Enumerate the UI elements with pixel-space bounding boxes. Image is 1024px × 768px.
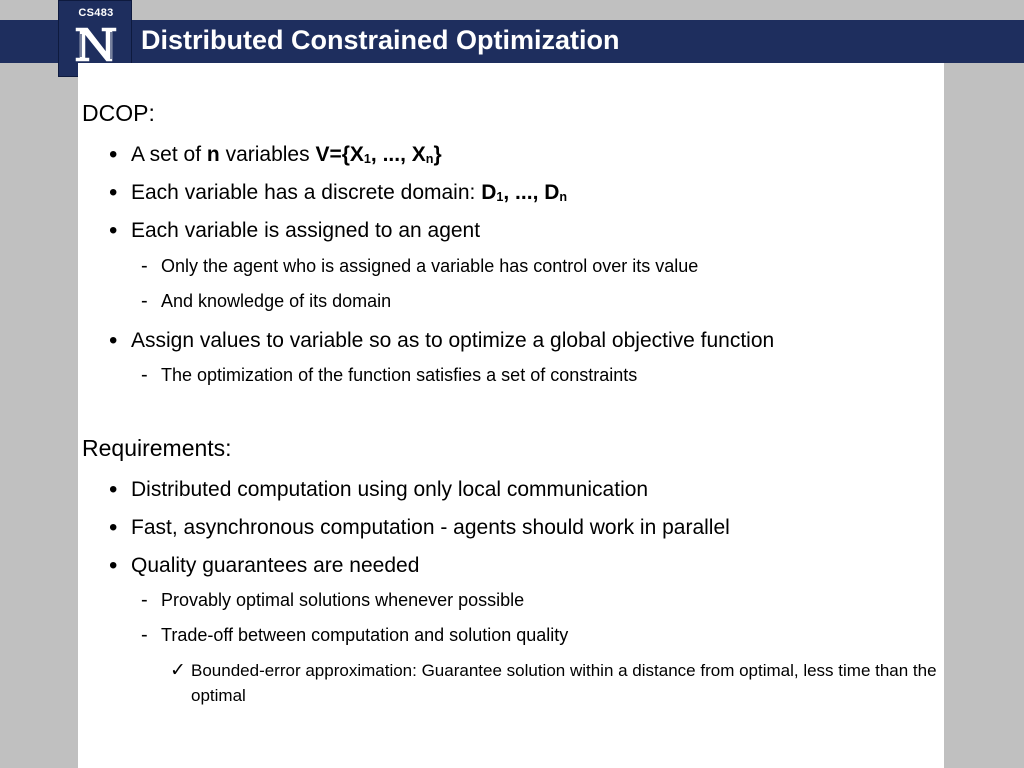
list-item: • Each variable has a discrete domain: $D_1$, ..., $D_n$ — [109, 179, 568, 206]
checkmark-icon: ✓ — [170, 660, 186, 681]
dash-icon: - — [141, 589, 148, 611]
bullet-icon: • — [109, 217, 118, 244]
list-item: • Distributed computation using only local communication — [109, 476, 649, 503]
dash-icon: - — [141, 255, 148, 277]
list-item: • Assign values to variable so as to optimize a global objective function — [109, 327, 775, 354]
bullet-icon: • — [109, 514, 118, 541]
sub-list-item: - And knowledge of its domain — [141, 290, 392, 312]
slide-title: Distributed Constrained Optimization — [141, 25, 620, 55]
dash-icon: - — [141, 624, 148, 646]
bullet-icon: • — [109, 476, 118, 503]
bullet-icon: • — [109, 179, 118, 206]
list-item: • Each variable is assigned to an agent — [109, 217, 481, 244]
dcop-heading: DCOP: — [82, 100, 155, 126]
sub-list-item: - The optimization of the function satisfies a set of constraints — [141, 364, 638, 386]
list-item: • Quality guarantees are needed — [109, 552, 420, 579]
nevada-n-logo-icon — [72, 23, 120, 65]
requirements-heading: Requirements: — [82, 435, 232, 461]
bullet-icon: • — [109, 141, 118, 168]
dash-icon: - — [141, 290, 148, 312]
sub-list-item: - Trade-off between computation and solution quality — [141, 624, 569, 646]
list-item: • A set of n variables $V=\{X_1$, ..., $X_n$} — [109, 141, 442, 168]
slide-content — [78, 63, 944, 768]
bullet-icon: • — [109, 327, 118, 354]
list-item: • Fast, asynchronous computation - agents should work in parallel — [109, 514, 730, 541]
course-code: CS483 — [78, 7, 114, 19]
bullet-icon: • — [109, 552, 118, 579]
sub-sub-list-item: ✓ Bounded-error approximation: Guarantee solution within a distance from optimal, less time than the optimal — [171, 659, 951, 708]
sub-list-item: - Provably optimal solutions whenever possible — [141, 589, 525, 611]
sub-list-item: - Only the agent who is assigned a variable has control over its value — [141, 255, 699, 277]
dash-icon: - — [141, 364, 148, 386]
